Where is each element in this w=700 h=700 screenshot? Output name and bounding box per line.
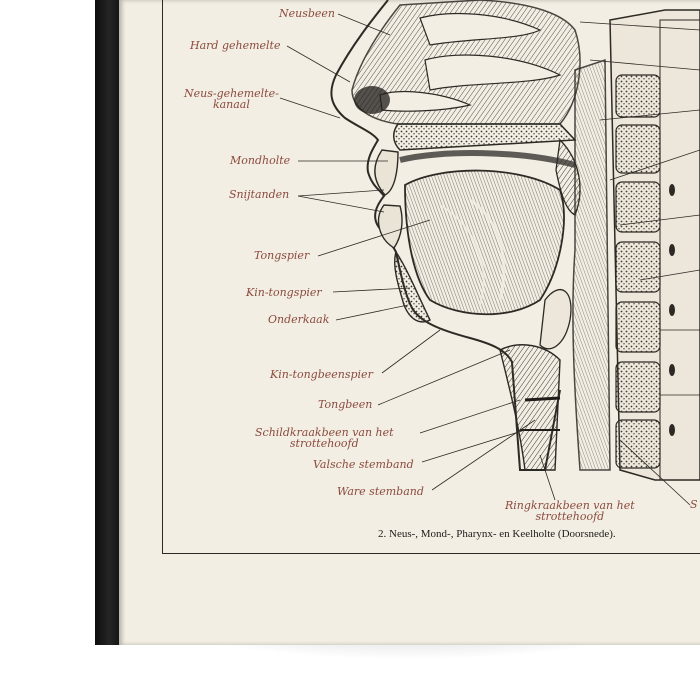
label-tongbeen: Tongbeen [318, 398, 373, 411]
label-onderkaak: Onderkaak [268, 313, 330, 326]
label-tongspier: Tongspier [254, 249, 310, 262]
label-hard-gehemelte: Hard gehemelte [190, 39, 281, 52]
label-cut-s: S [690, 498, 698, 511]
label-schildkraakbeen [255, 427, 394, 449]
label-neus-gehemelte-line2: kanaal [212, 98, 250, 111]
epiglottis [540, 290, 571, 349]
tongue [405, 171, 564, 315]
pharynx [573, 60, 610, 470]
label-schildkraakbeen-line1: Schildkraakbeen van het [255, 426, 394, 439]
label-schildkraakbeen-line2: strottehoofd [289, 437, 359, 450]
label-valsche-stemband: Valsche stemband [313, 458, 414, 471]
label-kin-tongspier: Kin-tongspier [246, 286, 322, 299]
label-neus-gehemelte-line1: Neus-gehemelte- [184, 87, 279, 100]
label-ringkraakbeen [505, 500, 635, 522]
label-ringkraakbeen-line1: Ringkraakbeen van het [505, 499, 635, 512]
label-mondholte: Mondholte [230, 154, 291, 167]
label-ware-stemband: Ware stemband [337, 485, 424, 498]
figure-caption: 2. Neus-, Mond-, Pharynx- en Keelholte (Doorsnede). [378, 528, 616, 540]
hard-palate [394, 124, 575, 150]
label-snijtanden: Snijtanden [229, 188, 290, 201]
label-neus-gehemelte-kanaal [184, 88, 279, 110]
label-kin-tongbeenspier: Kin-tongbeenspier [270, 368, 373, 381]
label-ringkraakbeen-line2: strottehoofd [535, 510, 605, 523]
larynx [500, 345, 560, 470]
label-neusbeen: Neusbeen [279, 7, 336, 20]
vertebrae [616, 75, 660, 468]
